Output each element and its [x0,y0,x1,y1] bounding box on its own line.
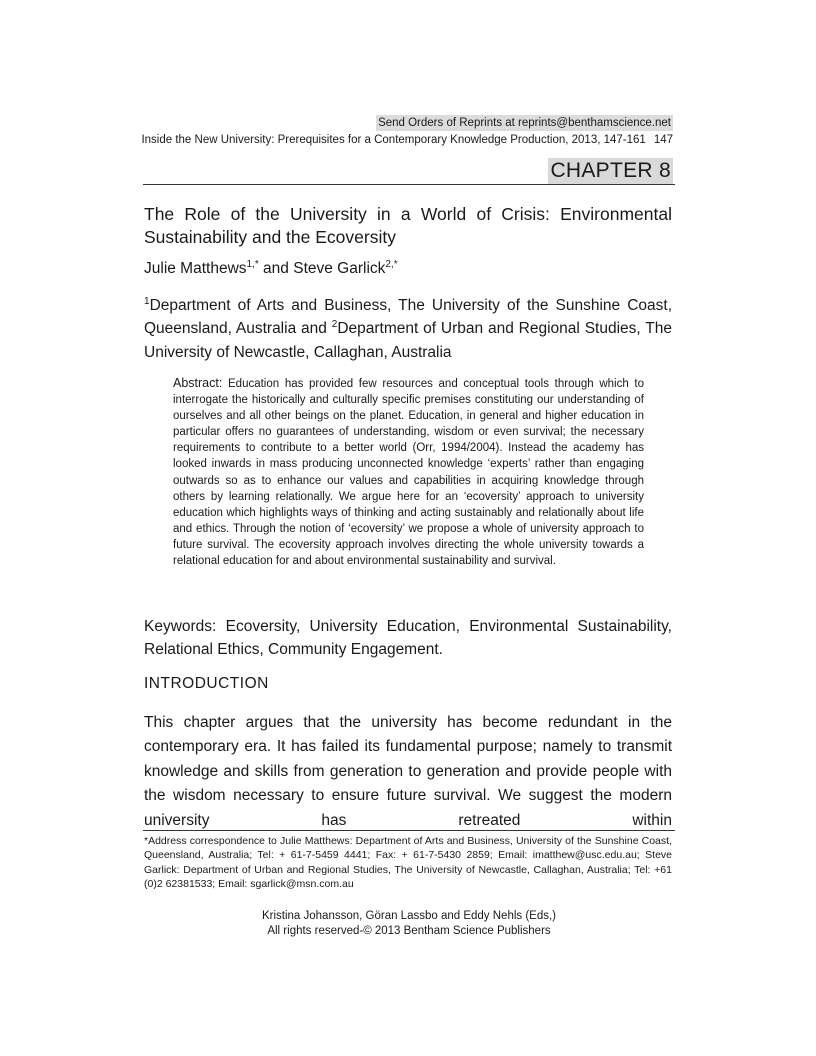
affiliations [144,294,672,364]
author-joiner: and [258,260,294,277]
editors-line: Kristina Johansson, Göran Lassbo and Eddy Nehls (Eds,) [261,910,557,922]
book-citation: Inside the New University: Prerequisites for a Contemporary Knowledge Production, 2013, 147-161 [141,134,646,146]
author-name: Steve Garlick [293,260,386,277]
author-name: Julie Matthews [144,260,247,277]
affiliation-text: Department of Arts and Business, The University of the Sunshine Coast, Queensland, Australia and [144,297,672,338]
copyright-line: All rights reserved-© 2013 Bentham Science Publishers [267,924,551,937]
correspondence-footnote: *Address correspondence to Julie Matthews: Department of Arts and Business, University of the Sunshine Coast, Queensland, Australia; Tel: + 61-7-5459 4441; Fax: + 61-7-5430 2859; Email: imatthew@usc.edu.au; Steve Garlick: Department of Urban and Regional Studies, The University of Newcastle, Callaghan, Australia; Tel: +61 (0)2 62381533; Email: sgarlick@msn.com.au [144,835,672,891]
abstract-label: Abstract: [173,376,223,390]
reprints-notice: Send Orders of Reprints at reprints@benthamscience.net [378,117,671,129]
publisher-footer [0,909,816,938]
affiliation-text: Department of Urban and Regional Studies, The University of Newcastle, Callaghan, Australia [144,320,672,361]
keywords-text: Ecoversity, University Education, Environmental Sustainability, Relational Ethics, Community Engagement. [144,618,672,658]
affiliation-mark: 1 [144,296,150,307]
section-heading: INTRODUCTION [144,675,269,692]
chapter-title: The Role of the University in a World of Crisis: Environmental Sustainability and the Ecoversity [144,204,672,247]
affiliation-mark: 2 [331,319,338,331]
author-affiliation-mark: 2,* [385,259,398,270]
running-header [141,133,673,147]
keywords [144,615,672,661]
abstract-text: Education has provided few resources and conceptual tools through which to interrogate the historically and culturally specific premises constituting our understanding of ourselves and all other beings on the planet. Education, in general and higher education in particular offers no guarantees of understanding, wisdom or even survival; the necessary requirements to contribute to a better world (Orr, 1994/2004). Instead the academy has looked inwards in mass producing unconnected knowledge ‘experts’ rather than engaging outwards so as to enhance our values and capabilities in acquiring knowledge through others by learning relationally. We argue here for an ‘ecoversity’ approach to university education which highlights ways of thinking and acting sustainably and relationally about life and ethics. Through the notion of ‘ecoversity’ we propose a whole of university approach to future survival. The ecoversity approach involves directing the whole university towards a relational education for and about environmental sustainability and survival. [173,378,644,568]
header-rule [143,184,675,185]
author-affiliation-mark: 1,* [246,259,259,270]
page-number: 147 [653,134,673,146]
author-line [144,258,672,280]
keywords-label: Keywords: [144,618,217,635]
footnote-rule [143,830,675,831]
abstract [173,375,644,569]
body-paragraph: This chapter argues that the university has become redundant in the contemporary era. It has failed its fundamental purpose; namely to transmit knowledge and skills from generation to generation and provide people with the wisdom necessary to ensure future survival. We suggest the modern university has retreated within [144,714,672,829]
chapter-label: CHAPTER 8 [550,159,671,182]
